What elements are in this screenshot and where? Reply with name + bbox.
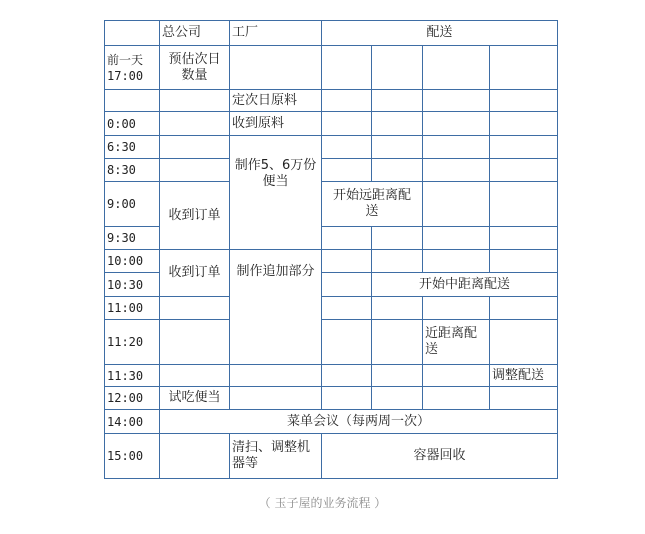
time-cell: 11:00 bbox=[105, 297, 160, 320]
head-office-cell: 收到订单 bbox=[160, 250, 230, 297]
time-cell: 15:00 bbox=[105, 434, 160, 479]
delivery-cell: 容器回收 bbox=[322, 434, 558, 479]
head-office-cell: 收到订单 bbox=[160, 182, 230, 250]
time-cell: 9:00 bbox=[105, 182, 160, 227]
time-cell: 10:30 bbox=[105, 273, 160, 297]
delivery-cell: 近距离配 送 bbox=[423, 320, 490, 365]
time-cell: 14:00 bbox=[105, 410, 160, 434]
factory-cell: 制作追加部分 bbox=[230, 250, 322, 365]
corner-cell bbox=[105, 21, 160, 46]
head-office-cell: 试吃便当 bbox=[160, 387, 230, 410]
header-head-office: 总公司 bbox=[160, 21, 230, 46]
time-cell: 6:30 bbox=[105, 136, 160, 159]
time-cell: 前一天 17:00 bbox=[105, 46, 160, 90]
time-cell: 11:20 bbox=[105, 320, 160, 365]
time-cell: 9:30 bbox=[105, 227, 160, 250]
factory-cell: 制作5、6万份 便当 bbox=[230, 136, 322, 250]
header-factory: 工厂 bbox=[230, 21, 322, 46]
factory-cell: 清扫、调整机 器等 bbox=[230, 434, 322, 479]
workflow-table bbox=[104, 20, 558, 479]
factory-cell: 收到原料 bbox=[230, 112, 322, 136]
time-cell: 11:30 bbox=[105, 365, 160, 387]
meeting-cell: 菜单会议（每两周一次） bbox=[160, 410, 558, 434]
time-cell: 12:00 bbox=[105, 387, 160, 410]
table-caption: （ 玉子屋的业务流程 ） bbox=[258, 496, 387, 510]
delivery-cell: 调整配送 bbox=[490, 365, 558, 387]
time-cell: 0:00 bbox=[105, 112, 160, 136]
time-cell: 8:30 bbox=[105, 159, 160, 182]
delivery-cell: 开始远距离配 送 bbox=[322, 182, 423, 227]
time-cell: 10:00 bbox=[105, 250, 160, 273]
delivery-cell: 开始中距离配送 bbox=[372, 273, 558, 297]
factory-cell: 定次日原料 bbox=[230, 90, 322, 112]
header-delivery: 配送 bbox=[322, 21, 558, 46]
head-office-cell: 预估次日 数量 bbox=[160, 46, 230, 90]
